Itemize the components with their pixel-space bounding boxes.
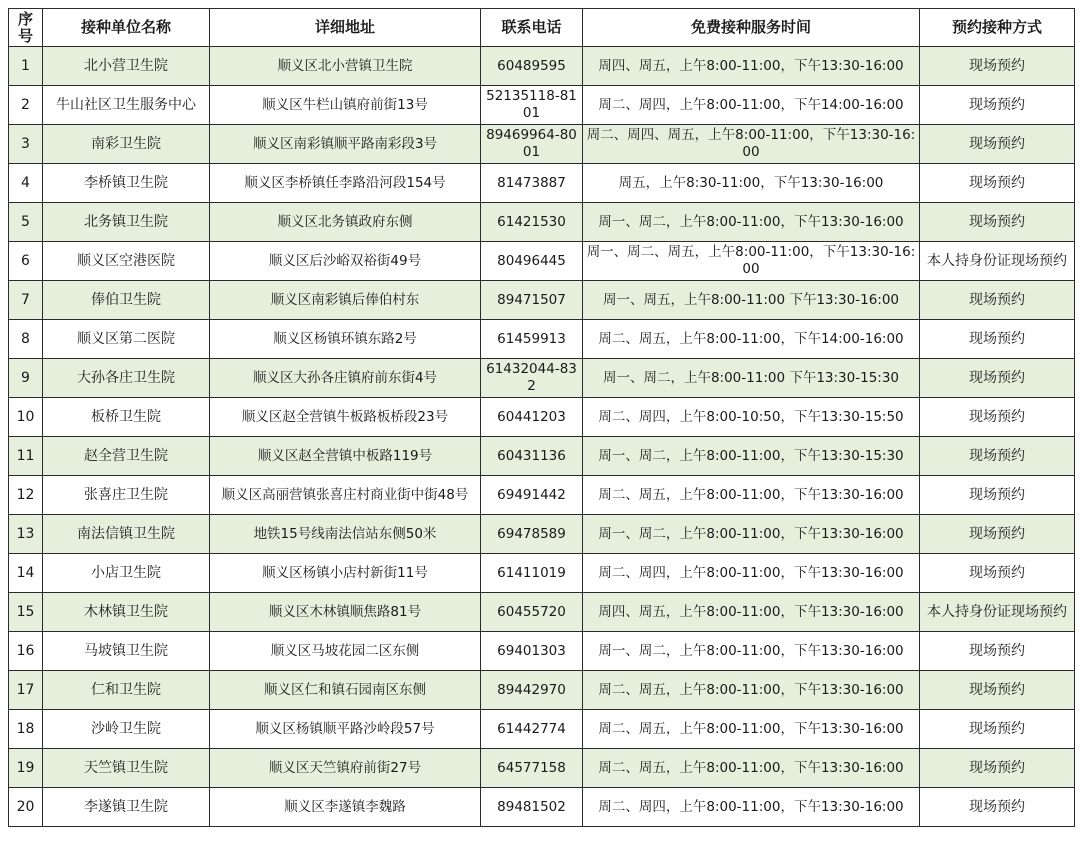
cell-booking-method: 现场预约 (920, 632, 1075, 671)
cell-index: 9 (9, 359, 43, 398)
cell-service-time: 周二、周四，上午8:00-11:00，下午14:00-16:00 (583, 86, 920, 125)
cell-unit-name: 顺义区空港医院 (43, 242, 210, 281)
cell-unit-name: 板桥卫生院 (43, 398, 210, 437)
table-row (9, 320, 1075, 359)
header-service-time: 免费接种服务时间 (583, 9, 920, 47)
cell-address: 顺义区马坡花园二区东侧 (210, 632, 481, 671)
cell-booking-method: 现场预约 (920, 47, 1075, 86)
cell-index: 15 (9, 593, 43, 632)
table-row (9, 125, 1075, 164)
cell-unit-name: 南彩卫生院 (43, 125, 210, 164)
cell-service-time: 周二、周五，上午8:00-11:00，下午13:30-16:00 (583, 671, 920, 710)
cell-index: 1 (9, 47, 43, 86)
cell-index: 8 (9, 320, 43, 359)
cell-service-time: 周一、周二，上午8:00-11:00，下午13:30-16:00 (583, 203, 920, 242)
cell-index: 19 (9, 749, 43, 788)
cell-phone: 89469964-8001 (481, 125, 583, 164)
cell-service-time: 周一、周二，上午8:00-11:00，下午13:30-16:00 (583, 515, 920, 554)
header-booking-method: 预约接种方式 (920, 9, 1075, 47)
cell-service-time: 周二、周五，上午8:00-11:00，下午13:30-16:00 (583, 710, 920, 749)
cell-service-time: 周五，上午8:30-11:00，下午13:30-16:00 (583, 164, 920, 203)
cell-service-time: 周一、周二，上午8:00-11:00 下午13:30-15:30 (583, 359, 920, 398)
table-row (9, 554, 1075, 593)
cell-booking-method: 现场预约 (920, 320, 1075, 359)
cell-booking-method: 现场预约 (920, 515, 1075, 554)
cell-phone: 60441203 (481, 398, 583, 437)
cell-phone: 61459913 (481, 320, 583, 359)
cell-address: 顺义区天竺镇府前街27号 (210, 749, 481, 788)
cell-phone: 52135118-8101 (481, 86, 583, 125)
cell-index: 12 (9, 476, 43, 515)
table-row (9, 86, 1075, 125)
cell-phone: 89481502 (481, 788, 583, 827)
cell-booking-method: 现场预约 (920, 281, 1075, 320)
cell-booking-method: 现场预约 (920, 203, 1075, 242)
table-row (9, 359, 1075, 398)
cell-phone: 61442774 (481, 710, 583, 749)
cell-address: 顺义区北务镇政府东侧 (210, 203, 481, 242)
cell-address: 顺义区杨镇环镇东路2号 (210, 320, 481, 359)
cell-address: 顺义区李桥镇任李路沿河段154号 (210, 164, 481, 203)
cell-booking-method: 本人持身份证现场预约 (920, 593, 1075, 632)
cell-address: 顺义区仁和镇石园南区东侧 (210, 671, 481, 710)
cell-booking-method: 现场预约 (920, 125, 1075, 164)
cell-phone: 61432044-832 (481, 359, 583, 398)
cell-service-time: 周一、周五，上午8:00-11:00 下午13:30-16:00 (583, 281, 920, 320)
cell-unit-name: 李桥镇卫生院 (43, 164, 210, 203)
table-row (9, 281, 1075, 320)
cell-index: 14 (9, 554, 43, 593)
cell-unit-name: 大孙各庄卫生院 (43, 359, 210, 398)
cell-address: 地铁15号线南法信站东侧50米 (210, 515, 481, 554)
vaccination-sites-table (8, 8, 1075, 827)
cell-booking-method: 现场预约 (920, 476, 1075, 515)
cell-booking-method: 现场预约 (920, 671, 1075, 710)
cell-index: 4 (9, 164, 43, 203)
cell-phone: 81473887 (481, 164, 583, 203)
cell-index: 20 (9, 788, 43, 827)
cell-booking-method: 现场预约 (920, 710, 1075, 749)
cell-address: 顺义区北小营镇卫生院 (210, 47, 481, 86)
header-address: 详细地址 (210, 9, 481, 47)
cell-index: 2 (9, 86, 43, 125)
cell-phone: 60489595 (481, 47, 583, 86)
table-row (9, 164, 1075, 203)
table-row (9, 788, 1075, 827)
cell-phone: 89471507 (481, 281, 583, 320)
cell-phone: 89442970 (481, 671, 583, 710)
table-row (9, 515, 1075, 554)
cell-phone: 64577158 (481, 749, 583, 788)
cell-phone: 69401303 (481, 632, 583, 671)
cell-phone: 61421530 (481, 203, 583, 242)
cell-booking-method: 现场预约 (920, 554, 1075, 593)
cell-phone: 80496445 (481, 242, 583, 281)
cell-unit-name: 小店卫生院 (43, 554, 210, 593)
cell-service-time: 周四、周五，上午8:00-11:00，下午13:30-16:00 (583, 593, 920, 632)
cell-address: 顺义区牛栏山镇府前街13号 (210, 86, 481, 125)
cell-address: 顺义区后沙峪双裕街49号 (210, 242, 481, 281)
cell-address: 顺义区高丽营镇张喜庄村商业街中街48号 (210, 476, 481, 515)
cell-phone: 69478589 (481, 515, 583, 554)
table-row (9, 203, 1075, 242)
cell-service-time: 周二、周五，上午8:00-11:00，下午13:30-16:00 (583, 476, 920, 515)
cell-booking-method: 现场预约 (920, 437, 1075, 476)
header-phone: 联系电话 (481, 9, 583, 47)
cell-booking-method: 现场预约 (920, 749, 1075, 788)
cell-address: 顺义区南彩镇后俸伯村东 (210, 281, 481, 320)
cell-booking-method: 现场预约 (920, 164, 1075, 203)
cell-address: 顺义区南彩镇顺平路南彩段3号 (210, 125, 481, 164)
cell-index: 18 (9, 710, 43, 749)
cell-address: 顺义区木林镇顺焦路81号 (210, 593, 481, 632)
cell-unit-name: 张喜庄卫生院 (43, 476, 210, 515)
cell-unit-name: 俸伯卫生院 (43, 281, 210, 320)
table-row (9, 749, 1075, 788)
cell-service-time: 周二、周五，上午8:00-11:00，下午14:00-16:00 (583, 320, 920, 359)
cell-unit-name: 天竺镇卫生院 (43, 749, 210, 788)
cell-service-time: 周一、周二，上午8:00-11:00，下午13:30-16:00 (583, 632, 920, 671)
cell-address: 顺义区大孙各庄镇府前东街4号 (210, 359, 481, 398)
table-row (9, 437, 1075, 476)
cell-index: 3 (9, 125, 43, 164)
cell-service-time: 周一、周二、周五，上午8:00-11:00，下午13:30-16:00 (583, 242, 920, 281)
cell-unit-name: 马坡镇卫生院 (43, 632, 210, 671)
cell-phone: 60431136 (481, 437, 583, 476)
cell-address: 顺义区杨镇小店村新街11号 (210, 554, 481, 593)
cell-unit-name: 北务镇卫生院 (43, 203, 210, 242)
cell-index: 16 (9, 632, 43, 671)
cell-unit-name: 沙岭卫生院 (43, 710, 210, 749)
cell-unit-name: 木林镇卫生院 (43, 593, 210, 632)
cell-service-time: 周一、周二，上午8:00-11:00，下午13:30-15:30 (583, 437, 920, 476)
cell-unit-name: 南法信镇卫生院 (43, 515, 210, 554)
cell-service-time: 周二、周四，上午8:00-10:50，下午13:30-15:50 (583, 398, 920, 437)
cell-booking-method: 现场预约 (920, 359, 1075, 398)
cell-unit-name: 顺义区第二医院 (43, 320, 210, 359)
cell-index: 11 (9, 437, 43, 476)
cell-address: 顺义区赵全营镇中板路119号 (210, 437, 481, 476)
table-row (9, 242, 1075, 281)
cell-phone: 60455720 (481, 593, 583, 632)
cell-service-time: 周二、周四、周五，上午8:00-11:00，下午13:30-16:00 (583, 125, 920, 164)
table-row (9, 593, 1075, 632)
cell-index: 7 (9, 281, 43, 320)
table-row (9, 398, 1075, 437)
cell-index: 17 (9, 671, 43, 710)
header-row (9, 9, 1075, 47)
cell-address: 顺义区李遂镇李魏路 (210, 788, 481, 827)
cell-service-time: 周二、周五，上午8:00-11:00，下午13:30-16:00 (583, 749, 920, 788)
cell-booking-method: 本人持身份证现场预约 (920, 242, 1075, 281)
cell-phone: 61411019 (481, 554, 583, 593)
cell-booking-method: 现场预约 (920, 398, 1075, 437)
cell-service-time: 周四、周五，上午8:00-11:00，下午13:30-16:00 (583, 47, 920, 86)
cell-unit-name: 赵全营卫生院 (43, 437, 210, 476)
cell-phone: 69491442 (481, 476, 583, 515)
table-row (9, 632, 1075, 671)
cell-unit-name: 北小营卫生院 (43, 47, 210, 86)
cell-index: 10 (9, 398, 43, 437)
cell-unit-name: 牛山社区卫生服务中心 (43, 86, 210, 125)
cell-index: 13 (9, 515, 43, 554)
cell-unit-name: 仁和卫生院 (43, 671, 210, 710)
cell-index: 5 (9, 203, 43, 242)
cell-index: 6 (9, 242, 43, 281)
cell-unit-name: 李遂镇卫生院 (43, 788, 210, 827)
header-index: 序号 (9, 9, 43, 47)
header-unit-name: 接种单位名称 (43, 9, 210, 47)
table-row (9, 671, 1075, 710)
table-row (9, 47, 1075, 86)
cell-booking-method: 现场预约 (920, 788, 1075, 827)
cell-booking-method: 现场预约 (920, 86, 1075, 125)
cell-address: 顺义区赵全营镇牛板路板桥段23号 (210, 398, 481, 437)
table-row (9, 476, 1075, 515)
cell-service-time: 周二、周四，上午8:00-11:00，下午13:30-16:00 (583, 788, 920, 827)
cell-service-time: 周二、周四，上午8:00-11:00，下午13:30-16:00 (583, 554, 920, 593)
table-row (9, 710, 1075, 749)
cell-address: 顺义区杨镇顺平路沙岭段57号 (210, 710, 481, 749)
